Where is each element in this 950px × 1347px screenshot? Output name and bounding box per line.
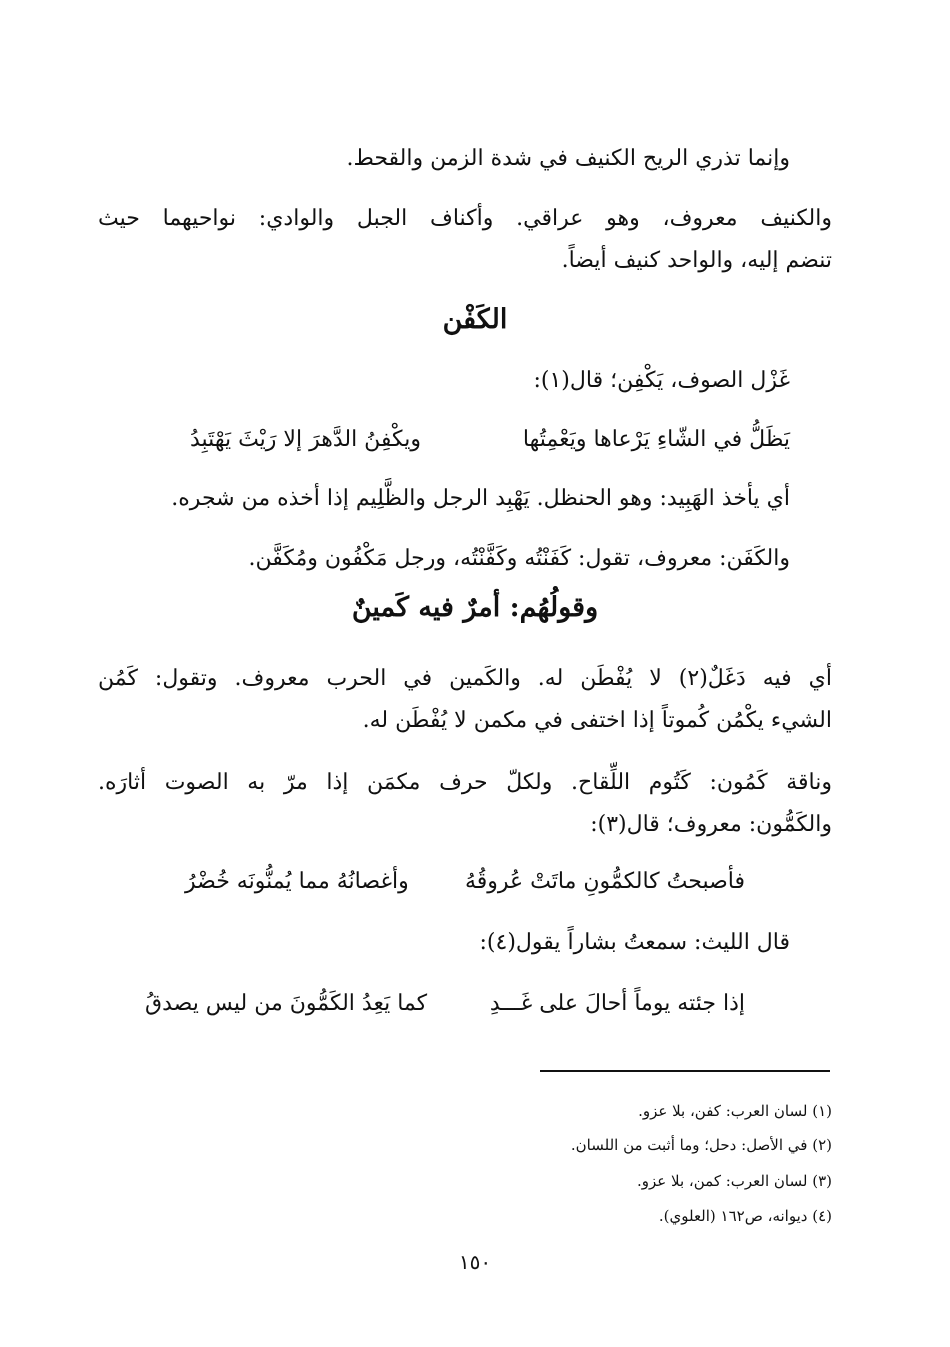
paragraph-line: أي فيه دَغَلٌ(٢) لا يُفْطَن له. والكَمين في الحرب معروف. وتقول: كَمُن — [98, 666, 832, 691]
footnote: (٤) ديوانه، ص١٦٢ (العلوي). — [658, 1207, 832, 1225]
section-heading-kamin: وقولُهُم: أمرٌ فيه كَمينٌ — [351, 592, 599, 623]
paragraph-line: والكَفَن: معروف، تقول: كَفَنْتُه وكَفَّنْتُه، ورجل مَكْفُون ومُكَفَّن. — [248, 546, 790, 571]
footnote: (١) لسان العرب: كفن، بلا عزو. — [638, 1102, 832, 1120]
paragraph-line: قال الليث: سمعتُ بشاراً يقول(٤): — [479, 930, 790, 955]
paragraph-line: والكَمُّون: معروف؛ قال(٣): — [590, 812, 832, 837]
paragraph-line: غَزْل الصوف، يَكْفِن؛ قال(١): — [533, 368, 790, 393]
footnote-separator — [540, 1070, 830, 1072]
verse-hemistich-right: إذا جئته يوماً أحالَ على غَـــدِ — [489, 991, 745, 1016]
footnote: (٢) في الأصل: دحل؛ وما أثبت من اللسان. — [570, 1136, 832, 1154]
paragraph-line: الشيء يكْمُن كُموتاً إذا اختفى في مكمن لا يُفْطَن له. — [362, 708, 832, 733]
paragraph-line: وناقة كَمُون: كَتُوم اللِّقاح. ولكلّ حرف مكمَن إذا مرّ به الصوت أثارَه. — [98, 770, 833, 795]
verse-hemistich-left: ويكْفِنُ الدَّهرَ إلا رَيْثَ يَهْتَبِدُ — [190, 427, 421, 452]
paragraph-line: أي يأخذ الهَبِيد: وهو الحنظل. يَهْبِد الرجل والظَّلِيم إذا أخذه من شجره. — [171, 486, 790, 511]
verse-hemistich-left: وأغصانُهُ مما يُمنُّونَه خُضْرُ — [185, 869, 409, 894]
page-number: ١٥٠ — [458, 1250, 492, 1274]
paragraph-line: والكنيف معروف، وهو عراقي. وأكناف الجبل والوادي: نواحيهما حيث — [98, 206, 832, 231]
verse-hemistich-right: فأصبحتُ كالكمُّونِ ماتَتْ عُروقُهُ — [464, 869, 745, 894]
verse-hemistich-left: كما يَعِدُ الكَمُّونَ من ليس يصدقُ — [145, 991, 428, 1016]
footnote: (٣) لسان العرب: كمن، بلا عزو. — [636, 1172, 832, 1190]
paragraph-line: وإنما تذري الريح الكنيف في شدة الزمن والقحط. — [346, 146, 790, 171]
section-heading-kafn: الكَفْن — [442, 304, 508, 335]
verse-hemistich-right: يَظَلُّ في الشّاءِ يَرْعاها ويَعْمِتُها — [522, 427, 790, 452]
paragraph-line: تنضم إليه، والواحد كنيف أيضاً. — [561, 248, 832, 273]
